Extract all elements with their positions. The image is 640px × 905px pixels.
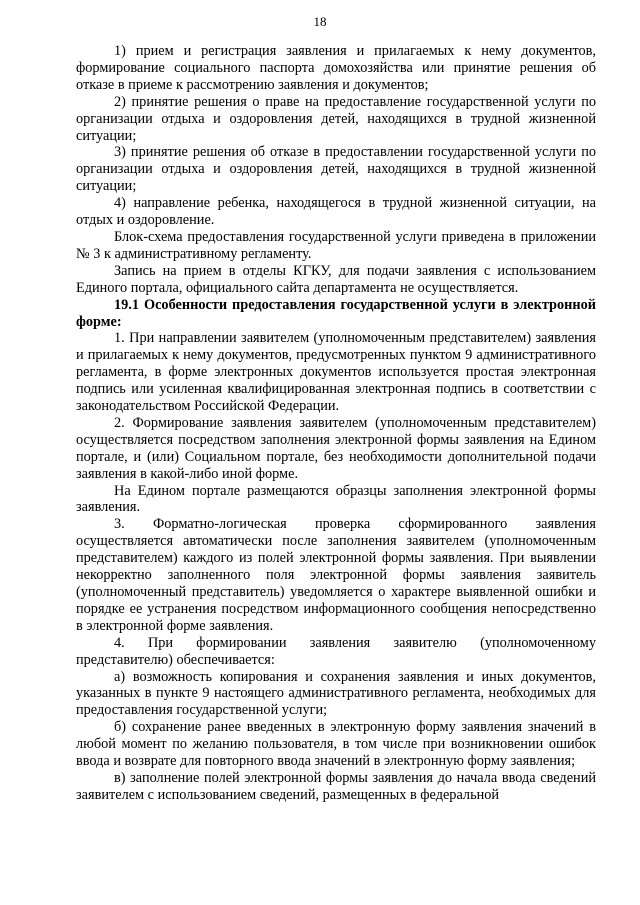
paragraph-sub-b: б) сохранение ранее введенных в электронную форму заявления значений в любой момент по желанию пользователя, в том числе при возникновении ошибок ввода и возврате для повторного ввода значений в электронную форму заявления; xyxy=(76,719,596,770)
paragraph-samples: На Едином портале размещаются образцы заполнения электронной формы заявления. xyxy=(76,482,596,516)
paragraph-point-3: 3. Форматно-логическая проверка сформированного заявления осуществляется автоматически после заполнения заявителем (уполномоченным представителем) каждого из полей электронной формы заявления. При выявлении некорректно заполненного поля электронной формы заявления заявитель (уполномоченный представитель) уведомляется о характере выявленной ошибки и порядке ее устранения посредством информационного сообщения непосредственно в электронной форме заявления. xyxy=(76,516,596,634)
page-number: 18 xyxy=(313,14,327,29)
paragraph-item-1: 1) прием и регистрация заявления и прилагаемых к нему документов, формирование социального паспорта домохозяйства или принятие решения об отказе в приеме к рассмотрению заявления и документов; xyxy=(76,43,596,93)
paragraph-point-1: 1. При направлении заявителем (уполномоченным представителем) заявления и прилагаемых к нему документов, предусмотренных пунктом 9 административного регламента, в форме электронных документов используется простая электронная подпись или усиленная квалифицированная электронная подпись в соответствии с законодательством Российской Федерации. xyxy=(76,330,596,415)
paragraph-sub-v: в) заполнение полей электронной формы заявления до начала ввода сведений заявителем с использованием сведений, размещенных в федеральной xyxy=(76,769,596,803)
paragraph-point-2: 2. Формирование заявления заявителем (уполномоченным представителем) осуществляется посредством заполнения электронной формы заявления на Едином портале, и (или) Социальном портале, без необходимости дополнительной подачи заявления в какой-либо иной форме. xyxy=(76,414,596,482)
paragraph-point-4: 4. При формировании заявления заявителю (уполномоченному представителю) обеспечивается: xyxy=(76,634,596,668)
paragraph-sub-a: а) возможность копирования и сохранения заявления и иных документов, указанных в пункте 9 настоящего административного регламента, необходимых для предоставления государственной услуги; xyxy=(76,668,596,719)
paragraph-block-scheme: Блок-схема предоставления государственной услуги приведена в приложении № 3 к административному регламенту. xyxy=(76,228,596,262)
section-heading-19-1: 19.1 Особенности предоставления государственной услуги в электронной форме: xyxy=(76,296,596,330)
document-body xyxy=(76,43,596,804)
paragraph-item-2: 2) принятие решения о праве на предоставление государственной услуги по организации отдыха и оздоровления детей, находящихся в трудной жизненной ситуации; xyxy=(76,93,596,144)
paragraph-appointment: Запись на прием в отделы КГКУ, для подачи заявления с использованием Единого портала, официального сайта департамента не осуществляется. xyxy=(76,262,596,296)
paragraph-item-3: 3) принятие решения об отказе в предоставлении государственной услуги по организации отдыха и оздоровления детей, находящихся в трудной жизненной ситуации; xyxy=(76,144,596,195)
paragraph-item-4: 4) направление ребенка, находящегося в трудной жизненной ситуации, на отдых и оздоровление. xyxy=(76,195,596,229)
